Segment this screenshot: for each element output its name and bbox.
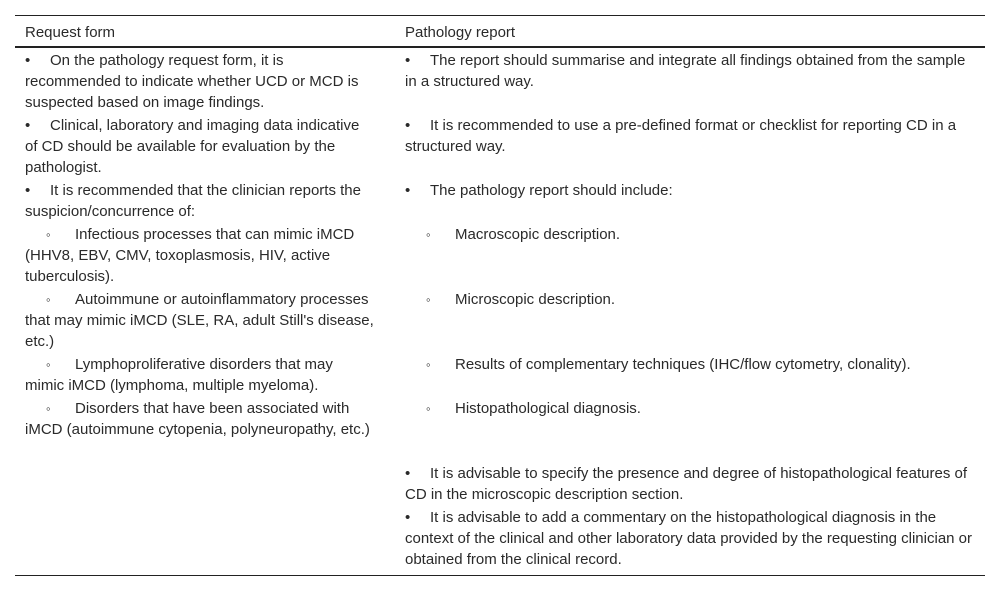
sub-bullet-marker: ◦: [46, 401, 51, 416]
bullet-marker: •: [405, 509, 411, 526]
bullet-marker: •: [25, 182, 31, 199]
list-item: [405, 507, 975, 570]
item-text: Infectious processes that can mimic iMCD (HHV8, EBV, CMV, toxoplasmosis, HIV, active tuberculosis).: [25, 226, 355, 285]
sub-bullet-marker: ◦: [46, 227, 51, 242]
item-text: The pathology report should include:: [430, 182, 673, 199]
bullet-marker: •: [405, 182, 411, 199]
column-header-pathology-report: Pathology report: [405, 24, 516, 41]
item-text: Disorders that have been associated with iMCD (autoimmune cytopenia, polyneuropathy, etc.): [25, 400, 370, 438]
bullet-marker: •: [405, 465, 411, 482]
list-item: [405, 289, 975, 310]
item-text: Autoimmune or autoinflammatory processes that may mimic iMCD (SLE, RA, adult Still's disease, etc.): [25, 291, 374, 350]
item-text: On the pathology request form, it is recommended to indicate whether UCD or MCD is suspected based on image findings.: [25, 52, 359, 111]
column-header-request-form: Request form: [25, 24, 116, 41]
table-top-rule: [15, 15, 985, 16]
list-item: [405, 50, 975, 92]
item-text: Microscopic description.: [455, 291, 616, 308]
list-item: [25, 180, 375, 222]
sub-bullet-marker: ◦: [426, 401, 431, 416]
header-rule: [15, 46, 985, 48]
list-item: [405, 224, 975, 245]
sub-bullet-marker: ◦: [426, 227, 431, 242]
list-item: [25, 398, 375, 440]
table-bottom-rule: [15, 575, 985, 576]
item-text: It is advisable to specify the presence and degree of histopathological features of CD in the microscopic description section.: [405, 465, 968, 503]
item-text: It is advisable to add a commentary on the histopathological diagnosis in the context of the clinical and other laboratory data provided by the requesting clinician or obtained from the clinical record.: [405, 509, 973, 568]
item-text: Results of complementary techniques (IHC/flow cytometry, clonality).: [455, 356, 911, 373]
item-text: The report should summarise and integrate all findings obtained from the sample in a structured way.: [405, 52, 966, 90]
bullet-marker: •: [25, 117, 31, 134]
bullet-marker: •: [25, 52, 31, 69]
bullet-marker: •: [405, 52, 411, 69]
item-text: Histopathological diagnosis.: [455, 400, 641, 417]
list-item: [405, 463, 975, 505]
item-text: It is recommended that the clinician reports the suspicion/concurrence of:: [25, 182, 361, 220]
list-item: [405, 180, 975, 201]
list-item: [405, 354, 975, 375]
item-text: Clinical, laboratory and imaging data indicative of CD should be available for evaluation by the pathologist.: [25, 117, 360, 176]
item-text: It is recommended to use a pre-defined format or checklist for reporting CD in a structured way.: [405, 117, 957, 155]
list-item: [405, 398, 975, 419]
item-text: Macroscopic description.: [455, 226, 621, 243]
list-item: [405, 115, 975, 157]
sub-bullet-marker: ◦: [426, 292, 431, 307]
list-item: [25, 224, 375, 287]
sub-bullet-marker: ◦: [46, 357, 51, 372]
sub-bullet-marker: ◦: [46, 292, 51, 307]
list-item: [25, 354, 375, 396]
sub-bullet-marker: ◦: [426, 357, 431, 372]
list-item: [25, 289, 375, 352]
list-item: [25, 115, 375, 178]
list-item: [25, 50, 375, 113]
item-text: Lymphoproliferative disorders that may mimic iMCD (lymphoma, multiple myeloma).: [25, 356, 333, 394]
bullet-marker: •: [405, 117, 411, 134]
